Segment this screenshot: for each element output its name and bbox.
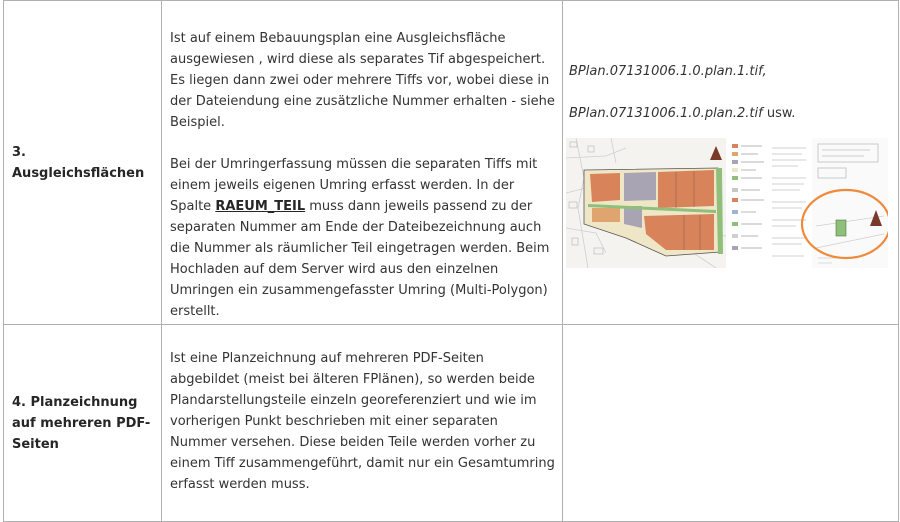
row-label-planzeichnung: 4. Planzeichnung auf mehreren PDF-Seiten <box>4 325 162 522</box>
text-fragment: muss dann jeweils passend zu der separaten Nummer am Ende der Dateibezeichnung auch die Nummer als räumlicher Teil eingetragen werden. Beim Hochladen auf dem Server wird aus den einzelnen Umringen ein zusammengefasster Umring (Multi-Polygon) erstellt. <box>170 199 550 319</box>
example-filename-1 <box>569 1 892 82</box>
description-paragraph <box>170 154 556 322</box>
row-label-ausgleichsflaechen: 3. Ausgleichsflächen <box>4 1 162 325</box>
site-plan-map-icon <box>566 138 888 268</box>
description-paragraph: Ist eine Planzeichnung auf mehreren PDF-Seiten abgebildet (meist bei älteren FPlänen), so werden beide Plandarstellungsteile einzeln georeferenziert und wie im vorherigen Punkt beschrieben mit einer separaten Nummer versehen. Diese beiden Teile werden vorher zu einem Tiff zusammengeführt, damit nur ein Gesamtumring erfasst werden muss. <box>170 351 555 492</box>
suffix-text: usw. <box>762 106 796 121</box>
description-cell <box>162 1 563 325</box>
description-paragraph: Ist auf einem Bebauungsplan eine Ausgleichsfläche ausgewiesen , wird diese als separates Tif abgespeichert. Es liegen dann zwei oder mehrere Tiffs vor, wobei diese in der Dateiendung eine zusätzliche Nummer erhalten - siehe Beispiel. <box>170 31 555 130</box>
text-fragment: Bei der Umringerfassung müssen die separaten Tiffs mit einem jeweils eigenen Umring erfasst werden. In der Spalte <box>170 157 538 214</box>
filename-text: BPlan.07131006.1.0.plan.2.tif <box>569 106 763 121</box>
description-cell <box>162 325 563 522</box>
example-filename-2 <box>569 103 892 124</box>
filename-text: BPlan.07131006.1.0.plan.1.tif, <box>569 64 767 79</box>
raeum-teil-keyword: RAEUM_TEIL <box>215 199 306 214</box>
table-row <box>4 325 899 522</box>
empty-cell <box>563 325 899 522</box>
